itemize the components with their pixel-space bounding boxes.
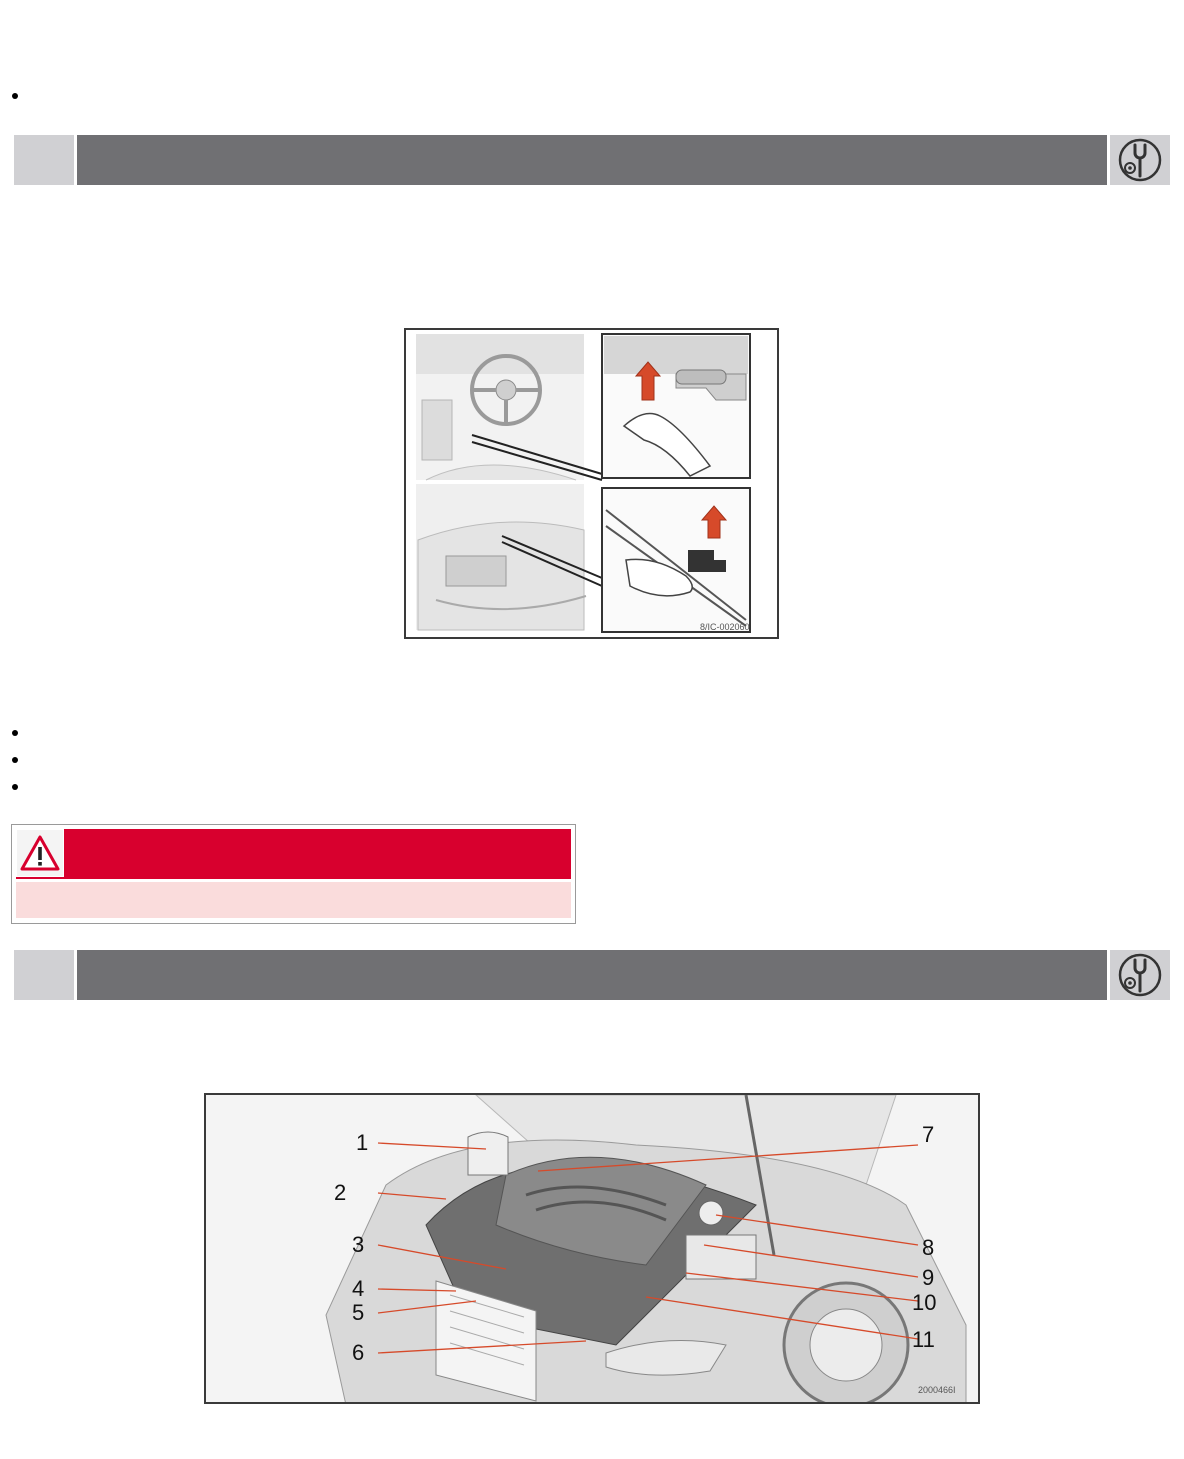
bullet-dot — [12, 93, 18, 99]
bullet-dot — [12, 757, 18, 763]
engine-compartment-figure — [204, 1093, 980, 1404]
engine-compartment-illustration — [206, 1095, 978, 1402]
warning-icon-box — [16, 829, 64, 877]
callout-5: 5 — [352, 1300, 365, 1325]
callout-1: 1 — [356, 1130, 369, 1155]
maintenance-icon-box — [1110, 950, 1170, 1000]
callout-10: 10 — [912, 1290, 937, 1315]
section-number-box — [14, 950, 74, 1000]
section-header-2 — [14, 950, 1170, 1000]
wrench-gear-icon — [1110, 135, 1170, 185]
callout-7: 7 — [922, 1122, 935, 1147]
callout-11: 11 — [912, 1327, 935, 1352]
section-number-box — [14, 135, 74, 185]
hood-release-figure — [404, 328, 779, 639]
wrench-gear-icon — [1110, 950, 1170, 1000]
callout-3: 3 — [352, 1232, 365, 1257]
section-title-bar — [77, 135, 1107, 185]
warning-triangle-icon — [17, 830, 63, 876]
figure-code: 8/IC-002060 — [700, 622, 750, 632]
warning-box — [11, 824, 576, 924]
figure-code: 2000466I — [918, 1385, 956, 1395]
bullet-dot — [12, 730, 18, 736]
hood-release-illustration — [406, 330, 777, 637]
callout-4: 4 — [352, 1276, 365, 1301]
callout-9: 9 — [922, 1265, 935, 1290]
section-header-1 — [14, 135, 1170, 185]
warning-body — [16, 882, 571, 918]
callout-8: 8 — [922, 1235, 935, 1260]
callout-6: 6 — [352, 1340, 365, 1365]
maintenance-icon-box — [1110, 135, 1170, 185]
bullet-dot — [12, 784, 18, 790]
warning-header — [16, 829, 571, 879]
section-title-bar — [77, 950, 1107, 1000]
callout-2: 2 — [334, 1180, 347, 1205]
